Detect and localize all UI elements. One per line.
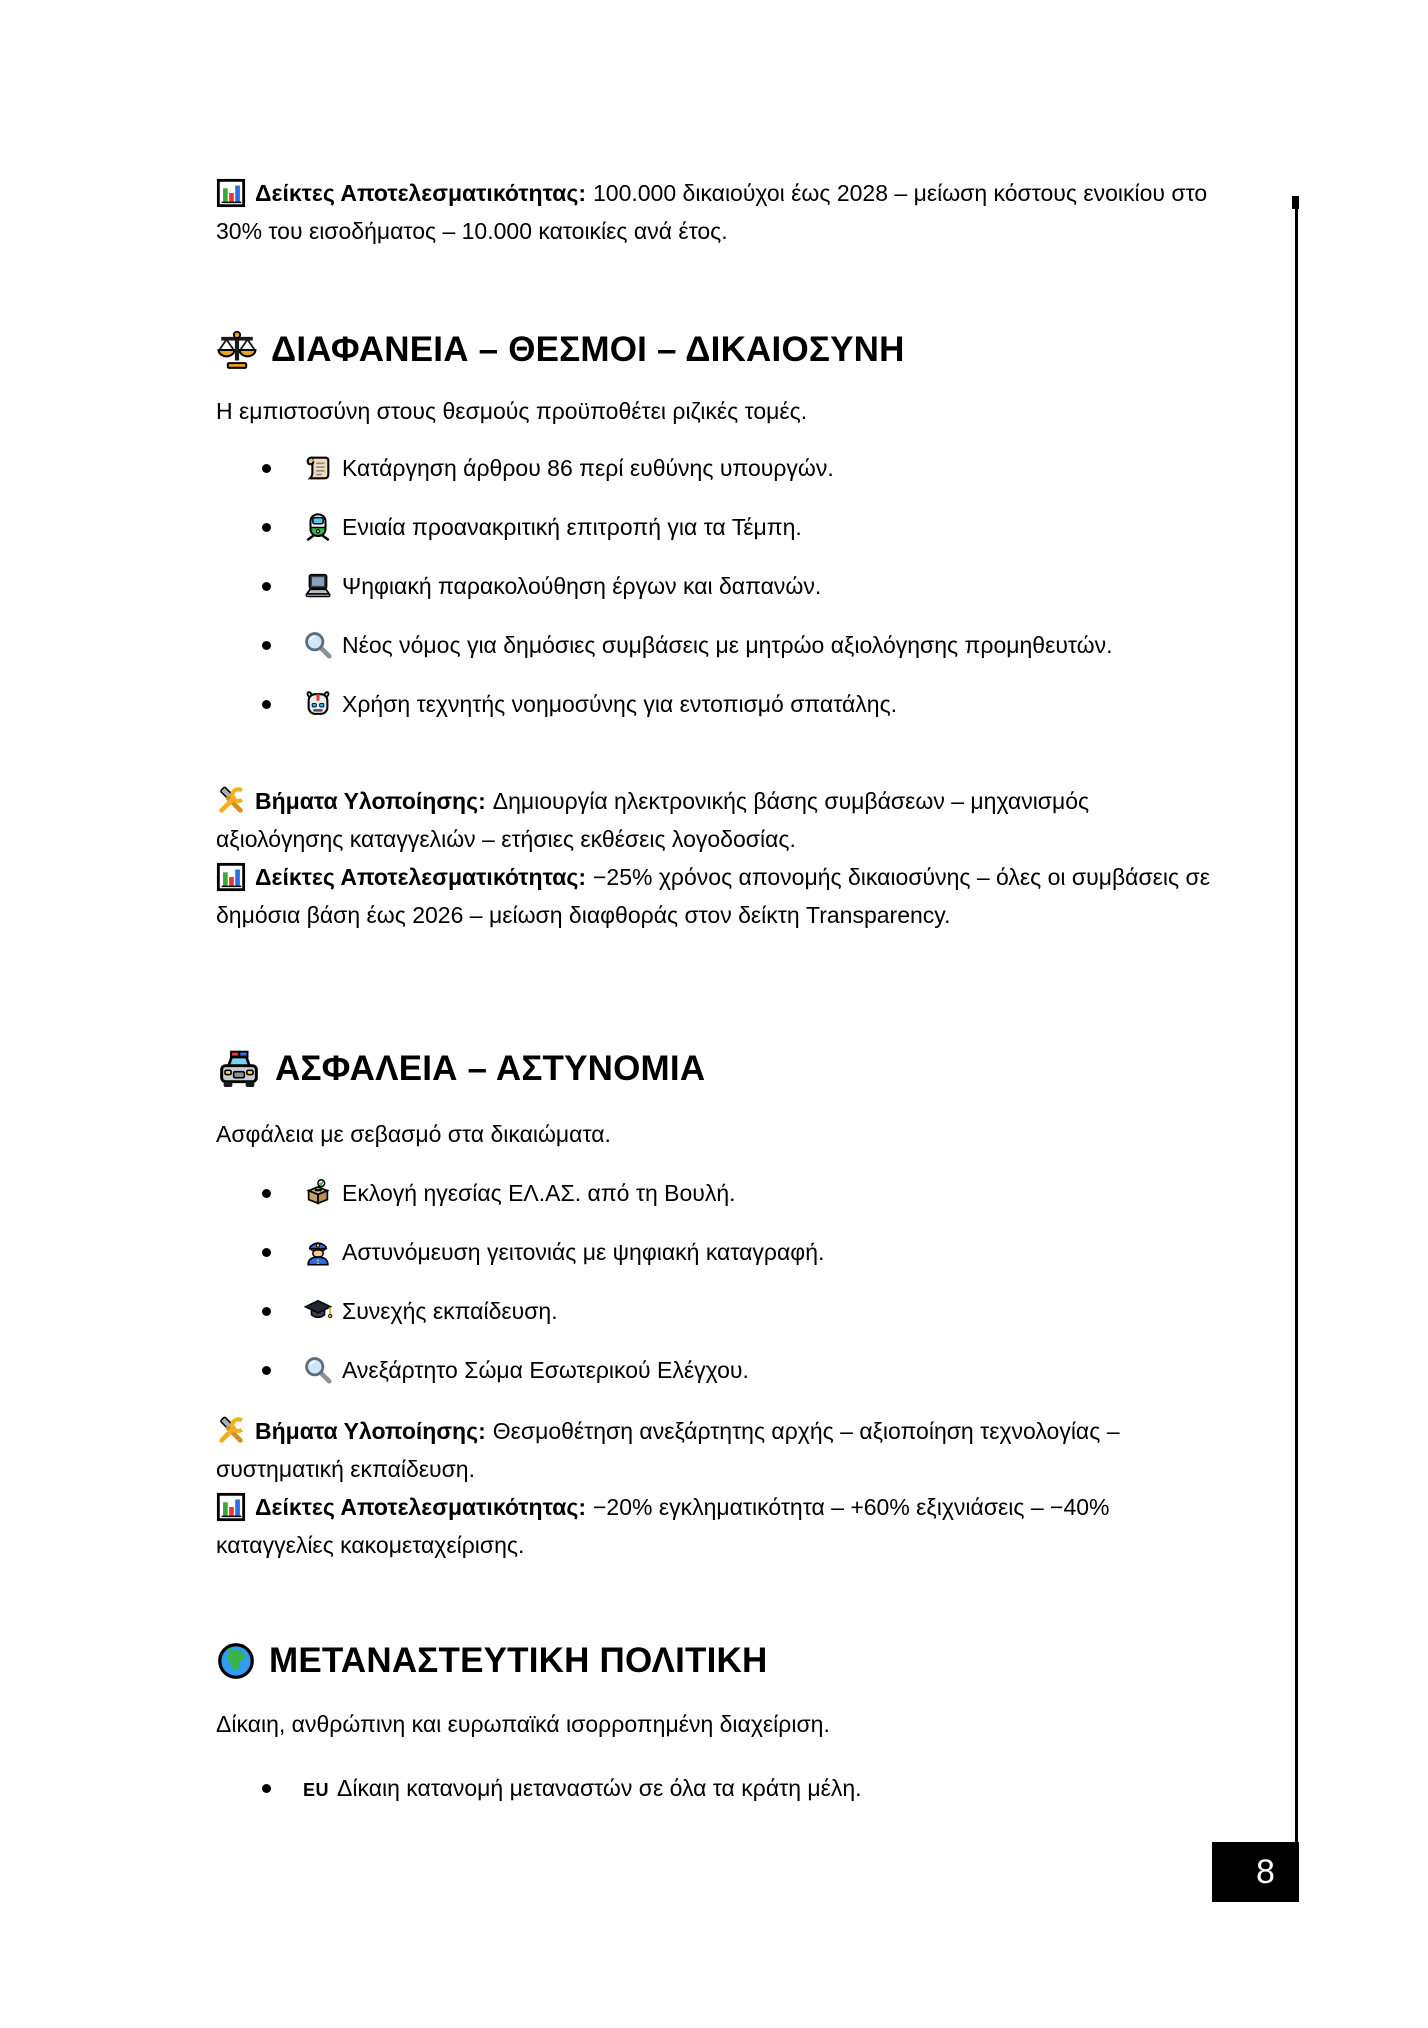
police-officer-icon (303, 1237, 333, 1267)
steps-label: Βήματα Υλοποίησης: (255, 788, 486, 814)
bar-chart-icon (216, 862, 246, 892)
section-title-transparency (216, 329, 1216, 371)
steps-metrics-security (216, 1412, 1216, 1564)
list-item: Ενιαία προανακριτική επιτροπή για τα Τέμπη. (216, 508, 1216, 546)
bullet-list-security (216, 1174, 1216, 1410)
bar-chart-icon (216, 178, 246, 208)
list-item: Αστυνόμευση γειτονιάς με ψηφιακή καταγραφή. (216, 1233, 1216, 1271)
list-item: EU Δίκαιη κατανομή μεταναστών σε όλα τα κράτη μέλη. (216, 1769, 1216, 1809)
metrics-label: Δείκτες Αποτελεσματικότητας: (255, 864, 586, 890)
steps-text: Θεσμοθέτηση ανεξάρτητης αρχής – αξιοποίηση τεχνολογίας – συστηματική εκπαίδευση. (216, 1418, 1120, 1482)
page-number: 8 (1256, 1852, 1275, 1891)
list-item: Εκλογή ηγεσίας ΕΛ.ΑΣ. από τη Βουλή. (216, 1174, 1216, 1212)
list-item: Συνεχής εκπαίδευση. (216, 1292, 1216, 1330)
section-title-migration (216, 1641, 1216, 1681)
list-item: Χρήση τεχνητής νοημοσύνης για εντοπισμό σπατάλης. (216, 685, 1216, 723)
rule-cap (1292, 196, 1299, 209)
steps-text: Δημιουργία ηλεκτρονικής βάσης συμβάσεων – μηχανισμός αξιολόγησης καταγγελιών – ετήσιες εκθέσεις λογοδοσίας. (216, 788, 1090, 852)
metrics-text: −25% χρόνος απονομής δικαιοσύνης – όλες οι συμβάσεις σε δημόσια βάση έως 2026 – μείωση διαφθοράς στον δείκτη Transparency. (216, 864, 1210, 928)
section-intro-migration: Δίκαιη, ανθρώπινη και ευρωπαϊκά ισορροπημένη διαχείριση. (216, 1711, 830, 1737)
magnifier-icon (303, 1355, 333, 1385)
eu-icon: EU (303, 1780, 330, 1800)
train-icon (303, 512, 333, 542)
page-number-badge (1212, 1842, 1299, 1902)
kpi-text: 100.000 δικαιούχοι έως 2028 – μείωση κόστους ενοικίου στο 30% του εισοδήματος – 10.000 κατοικίες ανά έτος. (216, 180, 1208, 244)
ballot-box-icon (303, 1178, 333, 1208)
scales-icon (216, 329, 258, 371)
right-margin-rule (1295, 196, 1298, 1842)
steps-metrics-transparency (216, 782, 1216, 934)
list-item: Ψηφιακή παρακολούθηση έργων και δαπανών. (216, 567, 1216, 605)
section-title-security (216, 1049, 1216, 1089)
scroll-icon (303, 453, 333, 483)
bullet-list-migration (216, 1769, 1216, 1830)
magnifier-icon (303, 630, 333, 660)
tools-icon (216, 786, 246, 816)
list-item: Νέος νόμος για δημόσιες συμβάσεις με μητρώο αξιολόγησης προμηθευτών. (216, 626, 1216, 664)
globe-icon (216, 1641, 256, 1681)
tools-icon (216, 1416, 246, 1446)
steps-label: Βήματα Υλοποίησης: (255, 1418, 486, 1444)
section-intro-security: Ασφάλεια με σεβασμό στα δικαιώματα. (216, 1121, 611, 1147)
bar-chart-icon (216, 1492, 246, 1522)
section-title-text: ΜΕΤΑΝΑΣΤΕΥΤΙΚΗ ΠΟΛΙΤΙΚΗ (269, 1641, 768, 1680)
police-car-icon (216, 1049, 262, 1089)
kpi-top-paragraph (216, 174, 1216, 250)
graduation-cap-icon (303, 1296, 333, 1326)
bullet-list-transparency (216, 449, 1216, 744)
metrics-text: −20% εγκληματικότητα – +60% εξιχνιάσεις – −40% καταγγελίες κακομεταχείρισης. (216, 1494, 1110, 1558)
kpi-label: Δείκτες Αποτελεσματικότητας: (255, 180, 586, 206)
metrics-label: Δείκτες Αποτελεσματικότητας: (255, 1494, 586, 1520)
robot-icon (303, 689, 333, 719)
section-intro-transparency: Η εμπιστοσύνη στους θεσμούς προϋποθέτει ριζικές τομές. (216, 398, 808, 424)
laptop-icon (303, 571, 333, 601)
list-item: Ανεξάρτητο Σώμα Εσωτερικού Ελέγχου. (216, 1351, 1216, 1389)
list-item: Κατάργηση άρθρου 86 περί ευθύνης υπουργών. (216, 449, 1216, 487)
section-title-text: ΑΣΦΑΛΕΙΑ – ΑΣΤΥΝΟΜΙΑ (275, 1049, 706, 1088)
section-title-text: ΔΙΑΦΑΝΕΙΑ – ΘΕΣΜΟΙ – ΔΙΚΑΙΟΣΥΝΗ (271, 330, 905, 369)
